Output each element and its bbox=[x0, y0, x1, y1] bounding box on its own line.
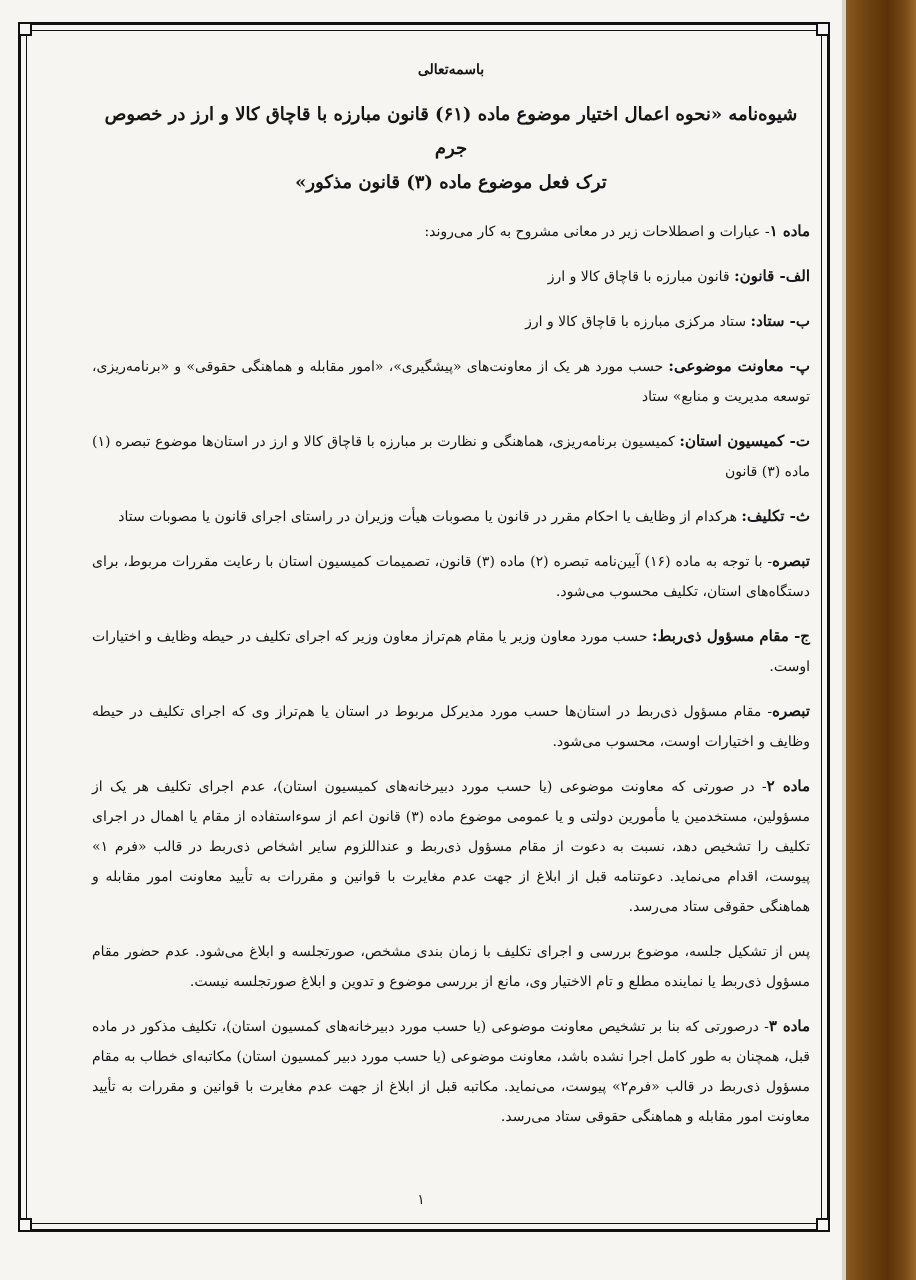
para-label: ث- تکلیف: bbox=[741, 507, 810, 525]
para-text: - مقام مسؤول ذی‌ربط در استان‌ها حسب مورد مدیرکل مربوط در استان یا هم‌تراز وی که اجرای تکلیف در حیطه وظایف و اختیارات اوست، محسوب می‌شود. bbox=[92, 704, 810, 750]
para-label: ت- کمیسیون استان: bbox=[679, 432, 810, 450]
para-text: - درصورتی که بنا بر تشخیص معاونت موضوعی (یا حسب مورد دبیرخانه‌های کمسیون استان)، تکلیف مذکور در ماده قبل، همچنان به طور کامل اجرا نشده باشد، معاونت موضوعی (یا حسب مورد دبیر کمسیون استان) مکاتبه‌ای خطاب به مقام مسؤول ذی‌ربط در قالب «فرم۲» پیوست، می‌نماید. مکاتبه قبل از ابلاغ از جهت عدم مغایرت با قوانین و مقررات به تأیید معاونت امور مقابله و هماهنگی حقوقی ستاد می‌رسد. bbox=[92, 1019, 811, 1125]
para-label: ماده ۳ bbox=[768, 1017, 810, 1035]
note-2-paragraph bbox=[92, 696, 810, 757]
basmala-heading: باسمه‌تعالی bbox=[417, 62, 485, 78]
document-content bbox=[92, 56, 810, 1146]
para-text: حسب مورد معاون وزیر یا مقام هم‌تراز معاون وزیر که اجرای تکلیف در حیطه وظایف و اختیارات اوست. bbox=[92, 629, 810, 675]
definition-deputy-paragraph bbox=[92, 351, 810, 412]
para-label: الف- قانون: bbox=[734, 267, 810, 285]
definition-duty-paragraph bbox=[92, 501, 810, 532]
para-label: تبصره bbox=[772, 552, 810, 570]
para-label: ماده ۲ bbox=[766, 777, 810, 795]
para-label: ج- مقام مسؤول ذی‌ربط: bbox=[651, 627, 810, 645]
note-1-paragraph bbox=[92, 546, 810, 607]
para-text: قانون مبارزه با قاچاق کالا و ارز bbox=[547, 269, 735, 285]
para-label: ماده ۱ bbox=[769, 222, 810, 240]
para-text: کمیسیون برنامه‌ریزی، هماهنگی و نظارت بر مبارزه با قاچاق کالا و ارز در استان‌ها موضوع تبصره (۱) ماده (۳) قانون bbox=[92, 434, 810, 480]
book-binding bbox=[846, 0, 916, 1280]
para-text: هرکدام از وظایف یا احکام مقرر در قانون یا مصوبات هیأت وزیران در راستای اجرای قانون یا مصوبات ستاد bbox=[118, 509, 742, 525]
article-3-paragraph bbox=[92, 1011, 810, 1132]
frame-corner-ornament bbox=[816, 1218, 830, 1232]
para-text: - عبارات و اصطلاحات زیر در معانی مشروح به کار می‌روند: bbox=[424, 224, 770, 240]
para-label: پ- معاونت موضوعی: bbox=[668, 357, 810, 375]
frame-corner-ornament bbox=[18, 1218, 32, 1232]
para-label: ب- ستاد: bbox=[750, 312, 810, 330]
para-text: - در صورتی که معاونت موضوعی (یا حسب مورد دبیرخانه‌های کمیسیون استان)، عدم اجرای تکلیف هر یک از مسؤولین، مستخدمین یا مأمورین دولتی و یا عمومی موضوع ماده (۳) قانون اعم از سوءاستفاده از مقام یا اهمال در اجرای تکلیف را تشخیص دهد، نسبت به دعوت از مقام مسؤول ذی‌ربط و عنداللزوم سایر اشخاص ذی‌ربط در قالب «فرم ۱» پیوست، اقدام می‌نماید. دعوتنامه قبل از ابلاغ از جهت عدم مغایرت با قوانین و مقررات به تأیید معاونت امور مقابله و هماهنگی حقوقی ستاد می‌رسد. bbox=[92, 779, 810, 915]
definition-commission-paragraph bbox=[92, 426, 810, 487]
definition-headquarters-paragraph bbox=[92, 306, 810, 337]
definition-official-paragraph bbox=[92, 621, 810, 682]
title-line-2: ترک فعل موضوع ماده (۳) قانون مذکور» bbox=[295, 172, 607, 193]
article-2-continuation-paragraph bbox=[92, 936, 810, 997]
para-text: ستاد مرکزی مبارزه با قاچاق کالا و ارز bbox=[525, 314, 751, 330]
para-text: - با توجه به ماده (۱۶) آیین‌نامه تبصره (۲) ماده (۳) قانون، تصمیمات کمیسیون استان با رعایت مقررات مربوط، برای دستگاه‌های استان، تکلیف محسوب می‌شود. bbox=[92, 554, 810, 600]
title-line-1: شیوه‌نامه «نحوه اعمال اختیار موضوع ماده (۶۱) قانون مبارزه با قاچاق کالا و ارز در خصوص جرم bbox=[104, 104, 798, 159]
article-1-paragraph bbox=[92, 216, 810, 247]
para-text: پس از تشکیل جلسه، موضوع بررسی و اجرای تکلیف با زمان بندی مشخص، صورتجلسه و ابلاغ می‌شود. عدم حضور مقام مسؤول ذی‌ربط یا نماینده مطلع و تام الاختیار وی، مانع از بررسی موضوع و تدوین و ابلاغ صورتجلسه نیست. bbox=[92, 944, 810, 990]
para-label: تبصره bbox=[772, 702, 810, 720]
frame-corner-ornament bbox=[18, 22, 32, 36]
frame-corner-ornament bbox=[816, 22, 830, 36]
article-2-paragraph bbox=[92, 771, 810, 922]
definition-law-paragraph bbox=[92, 261, 810, 292]
para-text: حسب مورد هر یک از معاونت‌های «پیشگیری»، «امور مقابله و هماهنگی حقوقی» و «برنامه‌ریزی، توسعه مدیریت و منابع» ستاد bbox=[92, 359, 810, 405]
page-number: ۱ bbox=[417, 1192, 425, 1208]
document-title bbox=[92, 98, 810, 200]
